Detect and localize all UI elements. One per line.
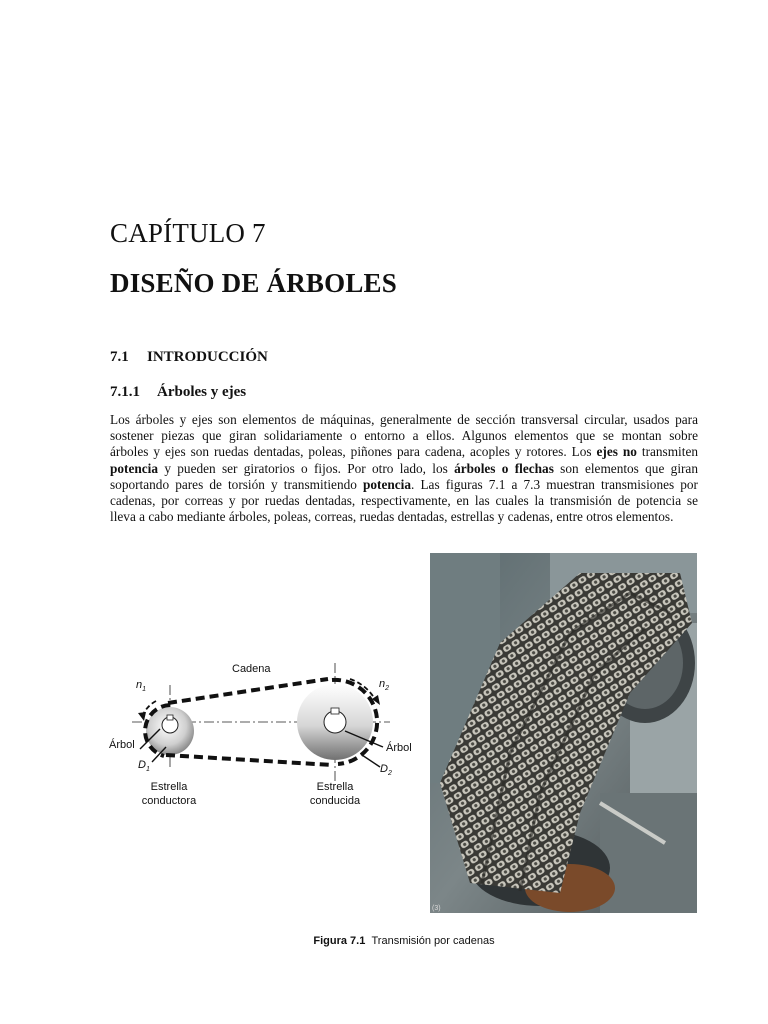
subsection-title: Árboles y ejes: [157, 384, 247, 400]
caption-text: Transmisión por cadenas: [371, 935, 495, 947]
section-number: 7.1: [110, 349, 129, 365]
bold-term: ejes no: [596, 444, 637, 460]
d1-label: $D_1$: [138, 759, 150, 773]
text-run: árboles y ejes son ruedas dentadas, poleas, piñones para cadena, acoples y rotores. Los: [110, 444, 597, 460]
d2-label: $D_2$: [380, 763, 392, 777]
paragraph-line: [110, 477, 698, 493]
driver-label-line2: conductora: [141, 795, 197, 807]
driven-label-line2: conducida: [309, 795, 361, 807]
bold-term: árboles o flechas: [454, 460, 554, 476]
paragraph-line: cadenas, por correas y por ruedas dentadas, respectivamente, en las cuales la transmisión de potencia se: [110, 493, 698, 509]
n1-label: $n_1$: [136, 679, 147, 693]
photo-mark: (3): [432, 905, 441, 912]
chapter-title: DISEÑO DE ÁRBOLES: [110, 268, 397, 298]
text-run: son elementos que giran: [553, 460, 698, 476]
rotation-arrowhead: [138, 712, 146, 721]
arbol-right-label: Árbol: [386, 742, 412, 754]
driver-keyway: [167, 715, 173, 720]
chain-label: Cadena: [232, 663, 271, 675]
bold-term: potencia: [363, 476, 412, 492]
text-run: . Las figuras 7.1 a 7.3 muestran transmisiones por: [411, 476, 698, 492]
chain-drive-diagram: [100, 655, 420, 815]
subsection-number: 7.1.1: [110, 384, 140, 400]
section-title: INTRODUCCIÓN: [147, 349, 268, 365]
photo-illustration: [430, 553, 697, 913]
subsection-heading: [110, 384, 246, 401]
section-heading: [110, 349, 268, 366]
paragraph-line: [110, 444, 698, 460]
intro-paragraph: [110, 412, 698, 525]
text-run: y pueden ser giratorios o fijos. Por otro lado, los: [158, 460, 455, 476]
caption-label: Figura 7.1: [313, 935, 366, 947]
d2-leader: [362, 755, 380, 767]
text-run: transmiten: [636, 444, 698, 460]
paragraph-line: lleva a cabo mediante árboles, poleas, correas, ruedas dentadas, estrellas y cadenas, entre otros elementos.: [110, 509, 674, 525]
chain-drive-photo: [430, 553, 697, 913]
driven-label-line1: Estrella: [316, 781, 354, 793]
driver-label-line1: Estrella: [150, 781, 188, 793]
bold-term: potencia: [110, 460, 159, 476]
paragraph-line: Los árboles y ejes son elementos de máquinas, generalmente de sección transversal circular, usados para: [110, 412, 698, 427]
n2-label: $n_2$: [379, 678, 390, 692]
figure-caption: [0, 935, 768, 947]
chapter-heading: CAPÍTULO 7: [110, 218, 266, 248]
arbol-left-label: Árbol: [109, 739, 135, 751]
text-run: soportando pares de torsión y transmitiendo: [110, 476, 363, 492]
paragraph-line: [110, 461, 698, 477]
paragraph-line: sostener piezas que giran solidariamente o entorno a ellos. Algunos elementos que se montan sobre: [110, 428, 698, 444]
driven-keyway: [331, 708, 339, 714]
